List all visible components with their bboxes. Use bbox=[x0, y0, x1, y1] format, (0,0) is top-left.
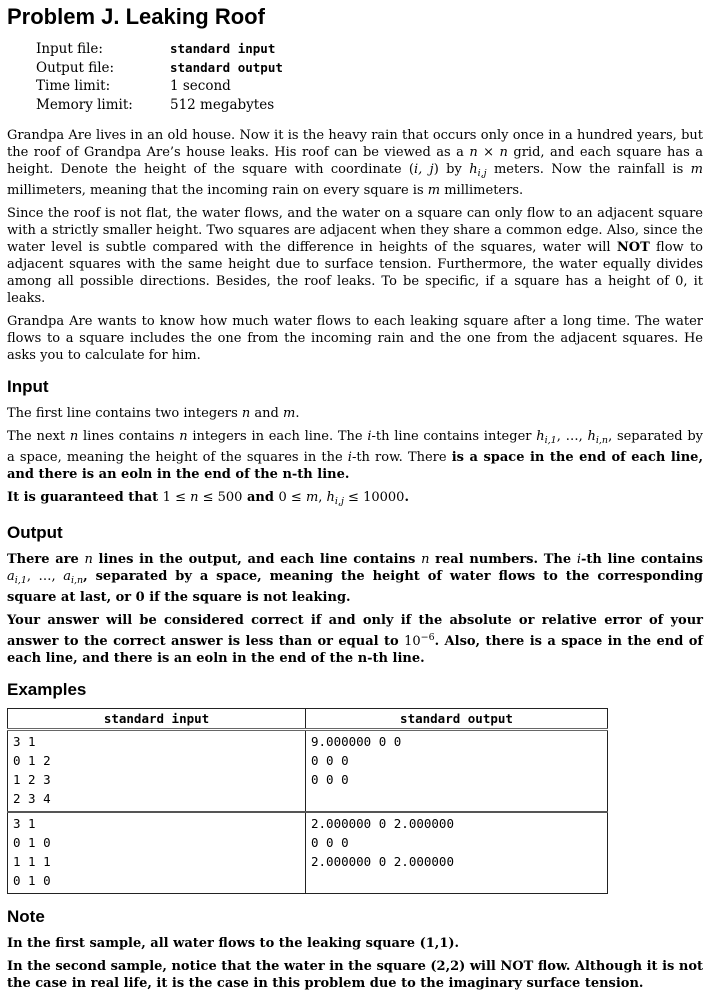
code-line: 3 1 bbox=[13, 816, 36, 831]
text-segment: h bbox=[469, 162, 478, 177]
text-segment: and bbox=[250, 406, 283, 421]
meta-row-output-file bbox=[36, 59, 703, 78]
meta-value: standard input bbox=[170, 41, 276, 56]
text-segment: NOT bbox=[616, 240, 650, 255]
code-line: 3 1 bbox=[13, 734, 36, 749]
statement-paragraph bbox=[7, 205, 703, 307]
examples-header-input-cell: standard input bbox=[8, 709, 306, 730]
code-line: 0 0 0 bbox=[311, 835, 349, 850]
problem-meta bbox=[36, 40, 703, 114]
text-segment: n bbox=[190, 490, 199, 505]
output-paragraph bbox=[7, 612, 703, 667]
text-segment: 10 bbox=[404, 634, 421, 649]
code-line: 9.000000 0 0 bbox=[311, 734, 402, 749]
text-segment: 0 ≤ bbox=[278, 490, 306, 505]
code-line: 2.000000 0 2.000000 bbox=[311, 816, 454, 831]
text-segment: , separated by a space, meaning the height of water flows to the corresponding square at last, or 0 if the square is not leaking. bbox=[7, 569, 704, 605]
examples-header-row bbox=[8, 709, 608, 730]
text-segment: In the first sample, all water flows to the leaking square (1,1). bbox=[7, 936, 460, 951]
text-segment: i,1 bbox=[14, 575, 27, 586]
text-segment: i bbox=[367, 429, 372, 444]
code-line: 2.000000 0 2.000000 bbox=[311, 854, 454, 869]
text-segment: m bbox=[690, 162, 703, 177]
note-paragraph bbox=[7, 935, 703, 952]
meta-row-time-limit bbox=[36, 77, 703, 96]
text-segment: n bbox=[69, 429, 79, 444]
code-line: 0 1 0 bbox=[13, 873, 51, 888]
text-segment: −6 bbox=[420, 632, 435, 643]
example-output-cell bbox=[306, 812, 608, 894]
text-segment: grid, and each square has a height. Denote the height of the square with coordinate ( bbox=[7, 145, 703, 177]
text-segment: integers in each line. The bbox=[187, 429, 368, 444]
code-line: 0 1 0 bbox=[13, 835, 51, 850]
input-paragraph bbox=[7, 489, 703, 510]
example-row bbox=[8, 730, 608, 813]
text-segment: . Also, there is a space in the end of each line, and there is an eoln in the end of the n-th line. bbox=[7, 634, 703, 666]
text-segment: i bbox=[576, 552, 581, 567]
code-line: 1 2 3 bbox=[13, 772, 51, 787]
text-segment: , bbox=[318, 490, 327, 505]
output-paragraph bbox=[7, 551, 703, 606]
note-paragraph bbox=[7, 958, 703, 992]
text-segment: -th row. There bbox=[351, 450, 452, 465]
text-segment: The next bbox=[7, 429, 70, 444]
text-segment: -th line contains integer bbox=[371, 429, 537, 444]
text-segment: i,j bbox=[477, 168, 487, 179]
meta-row-memory-limit bbox=[36, 96, 703, 115]
text-segment: m bbox=[282, 406, 296, 421]
text-segment: h bbox=[536, 429, 545, 444]
statement-paragraph bbox=[7, 313, 703, 364]
note-section bbox=[7, 935, 703, 992]
section-heading-input: Input bbox=[7, 377, 49, 396]
text-segment: There are bbox=[7, 552, 85, 567]
problem-title: Problem J. Leaking Roof bbox=[7, 4, 265, 29]
text-segment: ) by bbox=[433, 162, 470, 177]
text-segment: h bbox=[587, 429, 596, 444]
text-segment: . bbox=[404, 490, 409, 505]
text-segment: Grandpa Are wants to know how much water flows to each leaking square after a long time. The water flows to a square includes the one from the incoming rain and the one from the adjacent squares. He asks you to calculate for him. bbox=[7, 314, 703, 363]
text-segment: m bbox=[427, 183, 441, 198]
meta-value: 512 megabytes bbox=[170, 96, 275, 113]
text-segment: n bbox=[469, 145, 478, 160]
input-paragraph bbox=[7, 405, 703, 422]
text-segment: In the second sample, notice that the water in the square (2,2) will NOT flow. Although it is not the case in real life, it is the case in this problem due to the imaginary surface tension. bbox=[7, 959, 703, 991]
text-segment: . bbox=[295, 406, 300, 421]
meta-value: standard output bbox=[170, 59, 283, 75]
text-segment: millimeters, meaning that the incoming rain on every square is bbox=[7, 183, 428, 198]
text-segment: and bbox=[242, 490, 279, 505]
text-segment: 1 ≤ bbox=[162, 490, 191, 505]
text-segment: × bbox=[477, 145, 500, 160]
text-segment: , …, bbox=[556, 429, 588, 444]
text-segment: i bbox=[347, 450, 352, 465]
statement-block bbox=[7, 127, 703, 364]
section-heading-note: Note bbox=[7, 907, 45, 926]
text-segment: The first line contains two integers bbox=[7, 406, 242, 421]
text-segment: It is guaranteed that bbox=[7, 490, 163, 505]
text-segment: i, j bbox=[413, 162, 434, 177]
text-segment: real numbers. The bbox=[429, 552, 577, 567]
code-line: 0 1 2 bbox=[13, 753, 51, 768]
text-segment: lines contains bbox=[78, 429, 180, 444]
text-segment: n bbox=[241, 406, 251, 421]
text-segment: millimeters. bbox=[440, 183, 524, 198]
meta-label: Time limit: bbox=[36, 78, 111, 94]
code-line: 0 0 0 bbox=[311, 772, 349, 787]
example-input-cell bbox=[8, 730, 306, 813]
text-segment: Grandpa Are lives in an old house. Now it is the heavy rain that occurs only once in a hundred years, but the roof of Grandpa Are’s house leaks. His roof can be viewed as a bbox=[7, 128, 703, 160]
text-segment: lines in the output, and each line contains bbox=[92, 552, 422, 567]
text-segment: , …, bbox=[26, 569, 64, 584]
text-segment: n bbox=[421, 552, 430, 567]
code-line: 0 0 0 bbox=[311, 753, 349, 768]
example-output-cell bbox=[306, 730, 608, 813]
text-segment: h bbox=[326, 490, 335, 505]
text-segment: Your answer will be considered correct if and only if the absolute or relative error of your answer to the correct answer is less than or equal to bbox=[7, 613, 703, 649]
text-segment: is a space in the end of each line, and there is an eoln in the end of the n-th line. bbox=[7, 450, 703, 482]
text-segment: ≤ 10000 bbox=[343, 490, 405, 505]
meta-value: 1 second bbox=[170, 78, 231, 94]
meta-label: Input file: bbox=[36, 41, 103, 57]
examples-header-output-cell: standard output bbox=[306, 709, 608, 730]
meta-row-input-file bbox=[36, 40, 703, 59]
input-section bbox=[7, 405, 703, 510]
text-segment: -th line contains bbox=[580, 552, 703, 567]
meta-label: Output file: bbox=[36, 59, 115, 76]
text-segment: i,j bbox=[334, 496, 344, 507]
code-line: 2 3 4 bbox=[13, 791, 51, 806]
text-segment: m bbox=[305, 490, 319, 505]
text-segment: ≤ 500 bbox=[198, 490, 243, 505]
text-segment: i,n bbox=[595, 435, 609, 446]
meta-label: Memory limit: bbox=[36, 96, 133, 113]
text-segment: n bbox=[499, 145, 508, 160]
text-segment: n bbox=[179, 429, 188, 444]
text-segment: Since the roof is not flat, the water flows, and the water on a square can only flow to an adjacent square with a strictly smaller height. Two squares are adjacent when they share a common edge. Also, since the water level is subtle compared with the difference in heights of the squares, water will bbox=[7, 206, 703, 255]
text-segment: i,n bbox=[70, 575, 84, 586]
section-heading-output: Output bbox=[7, 523, 63, 542]
text-segment: flow to adjacent squares with the same height due to surface tension. Furthermore, the water equally divides among all possible directions. Besides, the roof leaks. To be specific, if a square has a height of 0, it leaks. bbox=[7, 240, 703, 306]
example-row bbox=[8, 812, 608, 894]
code-line: 1 1 1 bbox=[13, 854, 51, 869]
examples-table bbox=[7, 708, 608, 894]
section-heading-examples: Examples bbox=[7, 680, 87, 699]
text-segment: a bbox=[63, 569, 71, 584]
output-section bbox=[7, 551, 703, 667]
text-segment: , separated by a space, meaning the height of the squares in the bbox=[7, 429, 704, 465]
statement-paragraph bbox=[7, 127, 703, 199]
text-segment: i,1 bbox=[544, 435, 557, 446]
text-segment: n bbox=[84, 552, 93, 567]
example-input-cell bbox=[8, 812, 306, 894]
text-segment: meters. Now the rainfall is bbox=[486, 162, 691, 177]
input-paragraph bbox=[7, 428, 703, 483]
text-segment: a bbox=[7, 569, 15, 584]
